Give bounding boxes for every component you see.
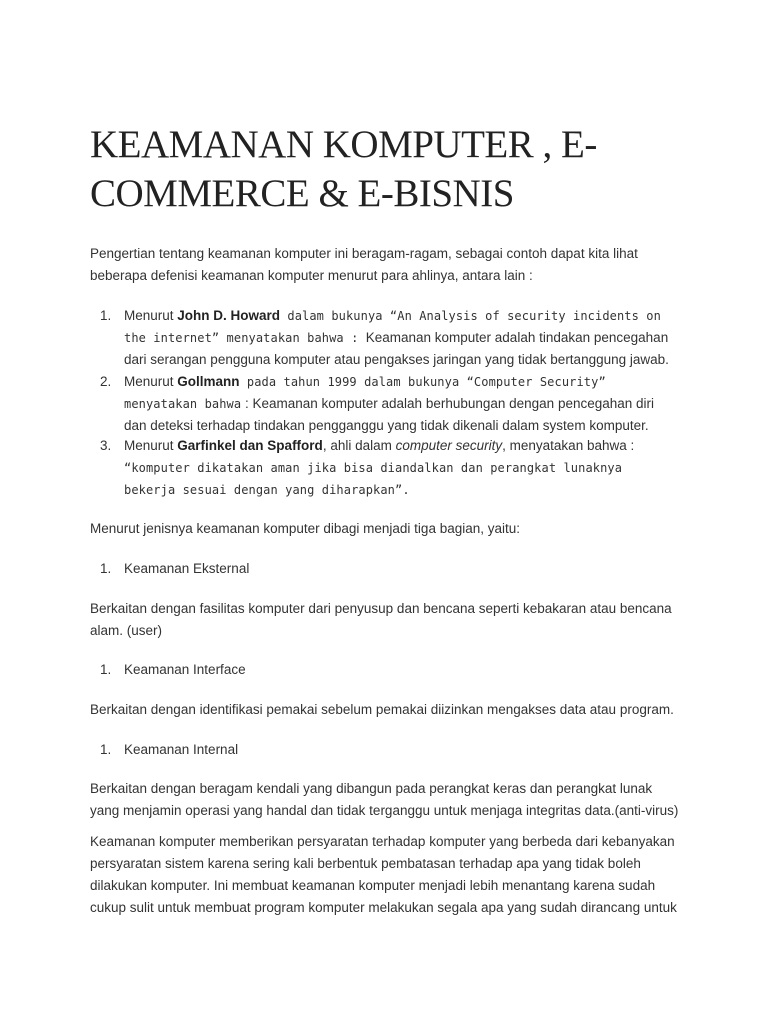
definition-prefix: Menurut (124, 374, 178, 389)
definition-prefix: Menurut (124, 308, 178, 323)
type-description-2: Berkaitan dengan identifikasi pemakai sebelum pemakai diizinkan mengakses data atau program. (90, 702, 674, 717)
type-item-3 (100, 739, 680, 761)
author-name: Gollmann (177, 374, 240, 389)
type-description-3: Berkaitan dengan beragam kendali yang dibangun pada perangkat keras dan perangkat lunak yang menjamin operasi yang handal dan tidak terganggu untuk menjaga integritas data.(anti-virus) (90, 781, 679, 818)
type-item-2 (100, 659, 680, 681)
author-name: John D. Howard (177, 308, 281, 323)
italic-term: computer security (395, 438, 503, 453)
list-number: 3. (100, 438, 112, 453)
definition-connector: , ahli dalam (322, 438, 396, 453)
list-number: 1. (100, 561, 112, 576)
definition-text: Keamanan komputer adalah tindakan pencegahan dari serangan pengguna komputer atau pengakses jaringan yang tidak bertanggung jawab. (124, 330, 669, 367)
type-description-1: Berkaitan dengan fasilitas komputer dari penyusup dan bencana seperti kebakaran atau bencana alam. (user) (90, 601, 672, 638)
list-number: 2. (100, 374, 112, 389)
definition-item-1 (100, 305, 680, 371)
author-name: Garfinkel dan Spafford (177, 438, 323, 453)
definition-source: dalam bukunya “An Analysis of security incidents on the internet” menyatakan bahwa : (124, 309, 661, 345)
intro-paragraph: Pengertian tentang keamanan komputer ini beragam-ragam, sebagai contoh dapat kita lihat beberapa defenisi keamanan komputer menurut para ahlinya, antara lain : (90, 246, 638, 283)
type-label: Keamanan Internal (124, 742, 239, 757)
definition-item-2 (100, 371, 680, 437)
type-item-1 (100, 558, 680, 580)
type-label: Keamanan Interface (124, 662, 246, 677)
definition-text: : Keamanan komputer adalah berhubungan dengan pencegahan diri dan deteksi terhadap tindakan pengganggu yang tidak dikenali dalam system komputer. (124, 396, 655, 433)
types-intro-paragraph: Menurut jenisnya keamanan komputer dibagi menjadi tiga bagian, yaitu: (90, 521, 521, 536)
definition-quote: “komputer dikatakan aman jika bisa diandalkan dan perangkat lunaknya bekerja sesuai dengan yang diharapkan”. (124, 461, 623, 497)
closing-paragraph: Keamanan komputer memberikan persyaratan terhadap komputer yang berbeda dari kebanyakan persyaratan sistem karena sering kali berbentuk pembatasan terhadap apa yang tidak boleh dilakukan komputer. Ini membuat keamanan komputer menjadi lebih menantang karena sudah cukup sulit untuk membuat program komputer melakukan segala apa yang sudah dirancang untuk (90, 834, 677, 915)
definition-suffix: , menyatakan bahwa : (502, 438, 635, 453)
list-number: 1. (100, 742, 112, 757)
list-number: 1. (100, 308, 112, 323)
list-number: 1. (100, 662, 112, 677)
definition-item-3 (100, 435, 680, 501)
page-title: KEAMANAN KOMPUTER , E-COMMERCE & E-BISNIS (90, 123, 597, 215)
definition-prefix: Menurut (124, 438, 178, 453)
definition-source: pada tahun 1999 dalam bukunya “Computer Security” menyatakan bahwa (124, 375, 606, 411)
type-label: Keamanan Eksternal (124, 561, 250, 576)
